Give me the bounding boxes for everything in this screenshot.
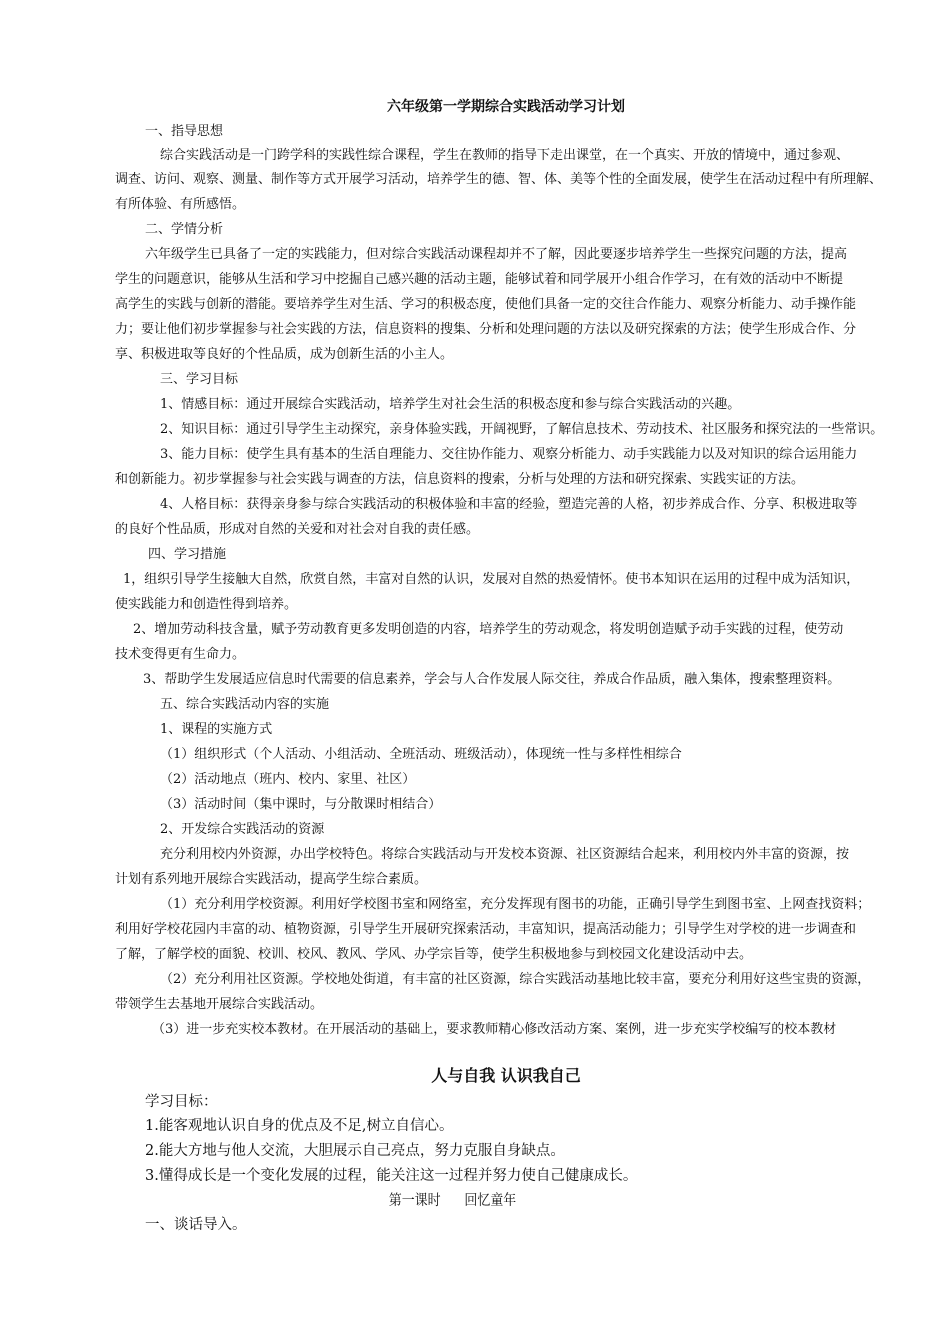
goal-line: 的良好个性品质，形成对自然的关爱和对社会对自我的责任感。 (115, 522, 480, 537)
subsection-heading: 2、开发综合实践活动的资源 (160, 822, 325, 837)
measure-line: 1，组织引导学生接触大自然，欣赏自然，丰富对自然的认识，发展对自然的热爱情怀。使书本知识在运用的过程中成为活知识， (123, 572, 860, 587)
paragraph-line: 六年级学生已具备了一定的实践能力，但对综合实践活动课程却并不了解，因此要逐步培养学生一些探究问题的方法，提高 (145, 247, 848, 262)
paragraph-line: 带领学生去基地开展综合实践活动。 (115, 997, 324, 1012)
paragraph-line: 学生的问题意识，能够从生活和学习中挖掘自己感兴趣的活动主题，能够试着和同学展开小组合作学习，在有效的活动中不断提 (115, 272, 844, 287)
goal-line: 1、情感目标：通过开展综合实践活动，培养学生对社会生活的积极态度和参与综合实践活动的兴趣。 (160, 397, 741, 412)
lesson-title: 人与自我 认识我自己 (431, 1066, 581, 1085)
goal-item: 3.懂得成长是一个变化发展的过程，能关注这一过程并努力使自己健康成长。 (145, 1168, 638, 1184)
paragraph-line: （3）进一步充实校本教材。在开展活动的基础上，要求教师精心修改活动方案、案例，进一步充实学校编写的校本教材 (152, 1022, 837, 1037)
paragraph-line: 调查、访问、观察、测量、制作等方式开展学习活动，培养学生的德、智、体、美等个性的全面发展，使学生在活动过程中有所理解、 (115, 172, 883, 187)
goal-line: 和创新能力。初步掌握参与社会实践与调查的方法，信息资料的搜索，分析与处理的方法和研究探索、实践实证的方法。 (115, 472, 805, 487)
subsection-heading: 1、课程的实施方式 (160, 722, 273, 737)
paragraph-line: 计划有系列地开展综合实践活动，提高学生综合素质。 (115, 872, 428, 887)
section-heading: 四、学习措施 (148, 547, 227, 562)
measure-line: 技术变得更有生命力。 (115, 647, 246, 662)
paragraph-line: 充分利用校内外资源，办出学校特色。将综合实践活动与开发校本资源、社区资源结合起来，利用校内外丰富的资源，按 (160, 847, 850, 862)
paragraph-line: 综合实践活动是一门跨学科的实践性综合课程，学生在教师的指导下走出课堂，在一个真实、开放的情境中，通过参观、 (160, 148, 850, 163)
goal-line: 3、能力目标：使学生具有基本的生活自理能力、交往协作能力、观察分析能力、动手实践能力以及对知识的综合运用能力 (160, 447, 858, 462)
measure-line: 2、增加劳动科技含量，赋予劳动教育更多发明创造的内容，培养学生的劳动观念，将发明创造赋予动手实践的过程，使劳动 (133, 622, 844, 637)
paragraph-line: （1）充分利用学校资源。利用好学校图书室和网络室，充分发挥现有图书的功能，正确引导学生到图书室、上网查找资料； (160, 897, 871, 912)
section-heading: 三、学习目标 (160, 372, 239, 387)
goals-label: 学习目标： (145, 1094, 218, 1110)
document-title: 六年级第一学期综合实践活动学习计划 (387, 99, 625, 115)
list-item: （1）组织形式（个人活动、小组活动、全班活动、班级活动），体现统一性与多样性相综合 (160, 747, 682, 762)
goal-line: 2、知识目标：通过引导学生主动探究，亲身体验实践，开阔视野，了解信息技术、劳动技术、社区服务和探究法的一些常识。 (160, 422, 884, 437)
paragraph-line: 享、积极进取等良好的个性品质，成为创新生活的小主人。 (115, 347, 454, 362)
list-item: （3）活动时间（集中课时，与分散课时相结合） (160, 797, 442, 812)
paragraph-line: 力；要让他们初步掌握参与社会实践的方法，信息资料的搜集、分析和处理问题的方法以及研究探索的方法；使学生形成合作、分 (115, 322, 857, 337)
paragraph-line: 了解，了解学校的面貌、校训、校风、教风、学风、办学宗旨等，使学生积极地参与到校园文化建设活动中去。 (115, 947, 753, 962)
period-heading: 第一课时 回忆童年 (388, 1193, 517, 1209)
paragraph-line: 利用好学校花园内丰富的动、植物资源，引导学生开展研究探索活动，丰富知识，提高活动能力；引导学生对学校的进一步调查和 (115, 922, 857, 937)
goal-item: 2.能大方地与他人交流，大胆展示自己亮点，努力克服自身缺点。 (145, 1143, 565, 1159)
section-heading: 五、综合实践活动内容的实施 (160, 697, 330, 712)
measure-line: 3、帮助学生发展适应信息时代需要的信息素养，学会与人合作发展人际交往，养成合作品质，融入集体，搜索整理资料。 (143, 672, 841, 687)
section-heading: 一、指导思想 (145, 124, 224, 139)
step-heading: 一、谈话导入。 (145, 1217, 247, 1233)
measure-line: 使实践能力和创造性得到培养。 (115, 597, 298, 612)
section-heading: 二、学情分析 (145, 222, 224, 237)
goal-item: 1.能客观地认识自身的优点及不足,树立自信心。 (145, 1118, 454, 1134)
list-item: （2）活动地点（班内、校内、家里、社区） (160, 772, 416, 787)
paragraph-line: 高学生的实践与创新的潜能。要培养学生对生活、学习的积极态度，使他们具备一定的交往合作能力、观察分析能力、动手操作能 (115, 297, 857, 312)
paragraph-line: （2）充分利用社区资源。学校地处街道，有丰富的社区资源，综合实践活动基地比较丰富，要充分利用好这些宝贵的资源， (160, 972, 871, 987)
goal-line: 4、人格目标：获得亲身参与综合实践活动的积极体验和丰富的经验，塑造完善的人格，初步养成合作、分享、积极进取等 (160, 497, 858, 512)
paragraph-line: 有所体验、有所感悟。 (115, 197, 246, 212)
